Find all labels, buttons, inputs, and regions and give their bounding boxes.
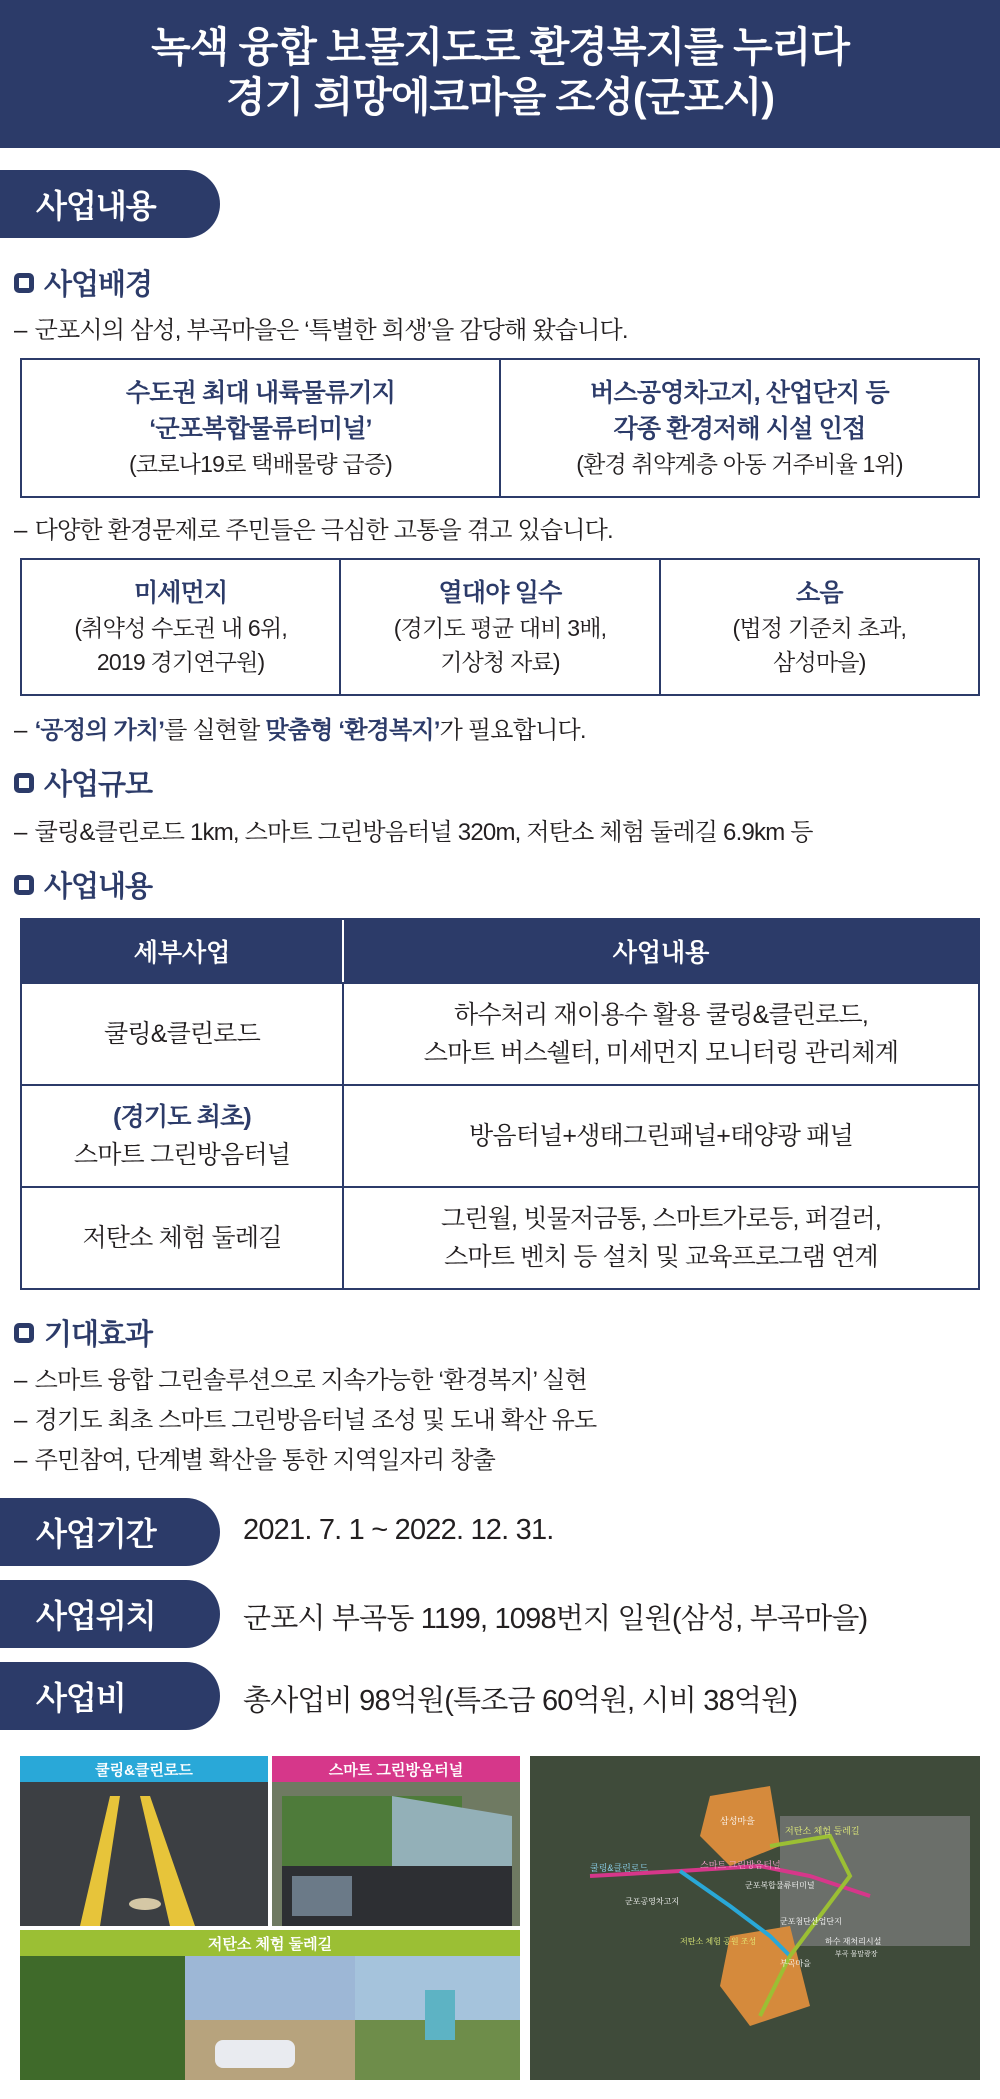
background-box — [339, 560, 658, 694]
pill-budget: 사업비 — [0, 1662, 220, 1730]
box-title: 소음 — [795, 579, 843, 607]
effects-item-text: 경기도 최초 스마트 그린방음터널 조성 및 도내 확산 유도 — [34, 1407, 597, 1434]
cell-text: 스마트 벤치 등 설치 및 교육프로그램 연계 — [444, 1243, 878, 1271]
background-box — [22, 560, 339, 694]
table-header-cell: 세부사업 — [133, 939, 231, 967]
photo-trail — [20, 1930, 520, 2080]
map-label: 부곡마을 — [780, 1959, 811, 1968]
background-line1: – 군포시의 삼성, 부곡마을은 ‘특별한 희생’을 감당해 왔습니다. — [14, 317, 628, 344]
table-row — [22, 982, 978, 1084]
map-label: 하수 재처리시설 — [825, 1937, 882, 1946]
box-sub: (법정 기준치 초과, — [732, 615, 907, 641]
square-bullet-icon — [14, 773, 34, 793]
table-cell — [342, 1188, 978, 1288]
background-line1-text: 군포시의 삼성, 부곡마을은 ‘특별한 희생’을 감당해 왔습니다. — [34, 317, 628, 344]
cell-text: 하수처리 재이용수 활용 쿨링&클린로드, — [453, 1001, 869, 1029]
background-line3: – ‘공정의 가치’를 실현할 맞춤형 ‘환경복지’가 필요합니다. — [14, 717, 586, 744]
background-box — [659, 560, 978, 694]
pill-location: 사업위치 — [0, 1580, 220, 1648]
table-cell — [22, 1188, 342, 1288]
background-box — [499, 360, 978, 496]
highlight-text: 맞춤형 ‘환경복지’ — [265, 717, 440, 744]
square-bullet-icon — [14, 1323, 34, 1343]
effects-item-text: 주민참여, 단계별 확산을 통한 지역일자리 창출 — [34, 1447, 496, 1474]
heading-background-label: 사업배경 — [44, 269, 153, 301]
square-bullet-icon — [14, 875, 34, 895]
box-sub: 2019 경기연구원) — [96, 649, 265, 675]
page-title-line1: 녹색 융합 보물지도로 환경복지를 누리다 — [151, 24, 849, 70]
map-label: 군포복합물류터미널 — [745, 1881, 815, 1890]
box-title: ‘군포복합물류터미널’ — [149, 415, 372, 443]
plain-text: 가 필요합니다. — [439, 717, 586, 744]
background-line2-text: 다양한 환경문제로 주민들은 극심한 고통을 겪고 있습니다. — [34, 517, 613, 544]
effects-item: – 주민참여, 단계별 확산을 통한 지역일자리 창출 — [14, 1447, 496, 1474]
box-sub: (환경 취약계층 아동 거주비율 1위) — [576, 451, 903, 477]
map-label: 군포첨단산업단지 — [780, 1917, 842, 1926]
background-box-row2 — [20, 558, 980, 696]
table-header-row — [22, 920, 978, 982]
map-label: 군포공영차고지 — [625, 1897, 680, 1906]
cell-text: 쿨링&클린로드 — [104, 1020, 260, 1048]
square-bullet-icon — [14, 273, 34, 293]
scale-line-text: 쿨링&클린로드 1km, 스마트 그린방음터널 320m, 저탄소 체험 둘레길 6.9km 등 — [34, 819, 813, 846]
page-header — [0, 0, 1000, 148]
box-title: 열대야 일수 — [438, 579, 562, 607]
box-sub: (경기도 평균 대비 3배, — [393, 615, 607, 641]
cell-text: 방음터널+생태그린패널+태양광 패널 — [469, 1122, 853, 1150]
map-label: 저탄소 체험 둘레길 — [785, 1826, 860, 1836]
heading-scale — [14, 762, 152, 803]
heading-effects — [14, 1312, 152, 1353]
box-sub: 기상청 자료) — [440, 649, 560, 675]
effects-item: – 경기도 최초 스마트 그린방음터널 조성 및 도내 확산 유도 — [14, 1407, 597, 1434]
photo-caption: 스마트 그린방음터널 — [272, 1756, 520, 1782]
heading-scale-label: 사업규모 — [44, 769, 153, 801]
table-row — [22, 1084, 978, 1186]
map-image — [530, 1756, 980, 2080]
box-title: 미세먼지 — [133, 579, 228, 607]
heading-background — [14, 262, 152, 303]
box-title: 버스공영차고지, 산업단지 등 — [590, 379, 889, 407]
map-label: 저탄소 체험 공원 조성 — [680, 1937, 757, 1946]
table-cell — [22, 1086, 342, 1186]
photo-caption: 쿨링&클린로드 — [20, 1756, 268, 1782]
photo-tunnel — [272, 1756, 520, 1926]
map-label: 쿨링&클린로드 — [590, 1863, 649, 1873]
map-label: 부곡 물말광장 — [835, 1951, 878, 1958]
photo-cooling-road — [20, 1756, 268, 1926]
cell-text: 스마트 버스쉘터, 미세먼지 모니터링 관리체계 — [423, 1039, 899, 1067]
table-cell — [342, 984, 978, 1084]
box-title: 각종 환경저해 시설 인접 — [613, 415, 866, 443]
page-title-line2: 경기 희망에코마을 조성(군포시) — [226, 74, 774, 120]
scale-line: – 쿨링&클린로드 1km, 스마트 그린방음터널 320m, 저탄소 체험 둘레길 6.9km 등 — [14, 819, 813, 846]
cell-text: 스마트 그린방음터널 — [73, 1141, 291, 1169]
cell-text: 그린월, 빗물저금통, 스마트가로등, 퍼걸러, — [441, 1205, 881, 1233]
map-label: 스마트 그린방음터널 — [700, 1860, 781, 1870]
effects-item: – 스마트 융합 그린솔루션으로 지속가능한 ‘환경복지’ 실현 — [14, 1367, 587, 1394]
table-cell — [22, 984, 342, 1084]
table-cell — [342, 1086, 978, 1186]
box-sub: 삼성마을) — [773, 649, 866, 675]
background-box — [22, 360, 499, 496]
content-table — [20, 918, 980, 1290]
box-sub: (코로나19로 택배물량 급증) — [128, 451, 393, 477]
heading-content-label: 사업내용 — [44, 871, 153, 903]
box-title: 수도권 최대 내륙물류기지 — [125, 379, 396, 407]
budget-value: 총사업비 98억원(특조금 60억원, 시비 38억원) — [243, 1685, 798, 1717]
heading-effects-label: 기대효과 — [44, 1319, 153, 1351]
table-row — [22, 1186, 978, 1288]
table-header-cell: 사업내용 — [342, 920, 978, 982]
photo-caption: 저탄소 체험 둘레길 — [20, 1930, 520, 1956]
location-value: 군포시 부곡동 1199, 1098번지 일원(삼성, 부곡마을) — [243, 1603, 868, 1635]
map-label: 삼성마을 — [720, 1816, 755, 1826]
cell-highlight-text: (경기도 최초) — [113, 1103, 251, 1131]
effects-item-text: 스마트 융합 그린솔루션으로 지속가능한 ‘환경복지’ 실현 — [34, 1367, 587, 1394]
background-line2: – 다양한 환경문제로 주민들은 극심한 고통을 겪고 있습니다. — [14, 517, 613, 544]
section-pill-business-content: 사업내용 — [0, 170, 220, 238]
plain-text: 를 실현할 — [164, 717, 266, 744]
heading-content — [14, 864, 152, 905]
map-aerial — [530, 1756, 980, 2080]
period-value: 2021. 7. 1 ~ 2022. 12. 31. — [243, 1514, 554, 1546]
cell-text: 저탄소 체험 둘레길 — [82, 1224, 282, 1252]
highlight-text: ‘공정의 가치’ — [34, 717, 165, 744]
pill-period: 사업기간 — [0, 1498, 220, 1566]
box-sub: (취약성 수도권 내 6위, — [74, 615, 287, 641]
background-box-row1 — [20, 358, 980, 498]
